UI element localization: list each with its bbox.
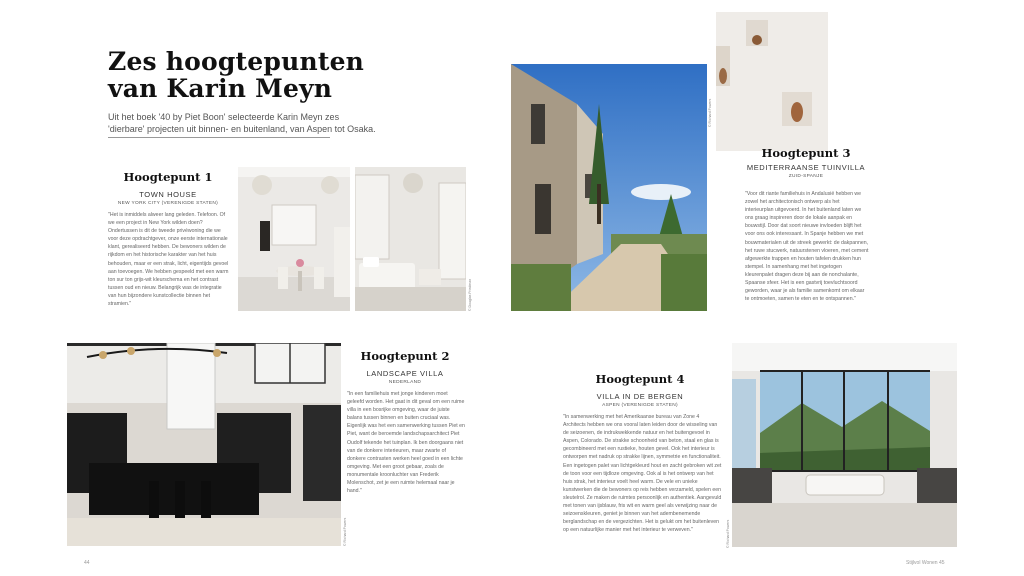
photo-town-house-dining: [238, 167, 350, 311]
highlight-2-subtitle: LANDSCAPE VILLA: [366, 369, 444, 378]
title-line-2: van Karin Meyn: [108, 74, 333, 103]
photo-credit-2: © Richard Powers: [343, 517, 347, 546]
highlight-2-location: NEDERLAND: [388, 380, 422, 385]
photo-landscape-villa-kitchen: [67, 343, 341, 546]
photo-credit-1: © Douglas Friedman: [468, 278, 472, 311]
photo-credit-3: © Richard Powers: [708, 98, 712, 127]
photo-credit-4: © Richard Powers: [726, 519, 730, 548]
highlight-3-body: "Voor dit riante familiehuis in Andalusië hebben we zowel het architectonisch ontwerp als het interieurplan uitgevoerd. In het buitenland laten we ons graag inspireren door de lokale aanpak en bouwstijl. Door dat soort nieuwe invloeden blijft het voor ons ook interessant. In Spanje hebben we met bouwmaterialen uit de streek gewerkt: de dakpannen, het ruwe stucwerk, natuurstenen vloeren, met cement afgewerkte trappen en houten tafelen drukken hun stempel. In samenhang met het ingetogen kleurenpalet dragen deze bij aan de nonchalante, Spaanse sfeer. Het is een gastvrij toevluchtsoord geworden, waar je als familie samenkomt om elkaar te ontmoeten, samen te eten en te ontspannen.": [745, 191, 869, 303]
highlight-4-subtitle: VILLA IN DE BERGEN: [596, 392, 684, 401]
highlight-3-subtitle: MEDITERRAANSE TUINVILLA: [746, 163, 866, 172]
photo-niche-wall: [716, 12, 828, 151]
highlight-4-body: "In samenwerking met het Amerikaanse bureau van Zone 4 Architects hebben we ons vooral laten leiden door de wisseling van de seizoenen, de indrukwekkende natuur en het buitengevoel in Aspen, Colorado. De strakke schoonheid van beton, staal en glas is gecombineerd met een rustieke, houten gevel. Ook het interieur is ontworpen met nadruk op strakke lijnen, symmetrie en functionaliteit. Een ingetogen palet van lichtgekleurd hout en zacht gebroken wit zet de toon voor een tijdloze omgeving. Ook al is het ontwerp van het huis strak, het interieur voelt heel warm. De vele en unieke kunstwerken die de bewoners op reis hebben verzameld, spelen een sleutelrol. Ze maken de ruimtes persoonlijk en authentiek. Aangevuld met tonen van ijsblauw, fris wit en warm geel als verwijzing naar de seizoenskleuren, geniet je binnen van het adembenemende berglandschap en de vergezichten. Het is gelukt om het buitenleven op een natuurlijke manier met het interieur te verweven.": [563, 414, 722, 534]
page-number-right: Stijlvol Wonen 45: [906, 560, 945, 566]
highlight-1-location: NEW YORK CITY (VERENIGDE STATEN): [117, 201, 219, 206]
title-line-1: Zes hoogtepunten: [108, 47, 365, 76]
highlight-1-body: "Het is inmiddels alweer lang geleden. Telefoon. Of we een project in New York wilden doen? Ondertussen is dit de tweede privéwoning die we voor deze opdrachtgever, onze eerste internationale klant, gerealiseerd hebben. De bewoners wilden de rijkdom en het historische karakter van het huis behouden, maar er een strak, licht, eigentijds gevoel aan toevoegen. We hebben gespeeld met een warm ton sur ton grijs-wit kleurschema en het contrast tussen oud en nieuw. Belangrijk was de integratie van hun bijzondere kunstcollectie binnen het stramien.": [108, 212, 229, 308]
highlight-4-location: ASPEN (VERENIGDE STATEN): [602, 403, 678, 408]
highlight-1-heading: Hoogtepunt 1: [123, 170, 213, 184]
highlight-2: [346, 349, 464, 385]
photo-mountain-villa-bathroom: [732, 343, 957, 547]
page-number-left: 44: [84, 560, 90, 566]
highlight-2-heading: Hoogtepunt 2: [360, 349, 450, 363]
highlight-3: [744, 146, 868, 179]
photo-town-house-living: [355, 167, 466, 311]
highlight-3-location: ZUID-SPANJE: [788, 174, 824, 179]
page-title: [108, 48, 448, 102]
intro-divider: [108, 137, 330, 138]
highlight-4: [580, 372, 700, 408]
intro-text: Uit het boek '40 by Piet Boon' selecteerde Karin Meyn zes 'dierbare' projecten uit binnen- en buitenland, van Aspen tot Osaka.: [108, 112, 376, 134]
highlight-1-subtitle: TOWN HOUSE: [139, 190, 197, 199]
highlight-4-heading: Hoogtepunt 4: [595, 372, 685, 386]
highlight-3-heading: Hoogtepunt 3: [761, 146, 851, 160]
photo-mediterranean-villa: [511, 64, 707, 311]
highlight-2-body: "In een familiehuis met jonge kinderen moet geleefd worden. Het gaat in dit geval om een ruime villa in een bosrijke omgeving, waar de juiste balans tussen binnen en buiten cruciaal was. Eigenlijk was het een samenwerking tussen Piet en Piet, want de beroemde landschapsarchitect Piet Oudolf tekende het tuinplan. Ik ben doorgaans niet van de donkere interieuren, maar zwarte of donkere contrasten werken heel goed in een lichte omgeving. Met een groot gebaar, zoals de monumentale kroonluchter van Frederik Molenschot, zet je een ruimte helemaal naar je hand.": [347, 391, 465, 495]
highlight-1: [108, 170, 228, 206]
